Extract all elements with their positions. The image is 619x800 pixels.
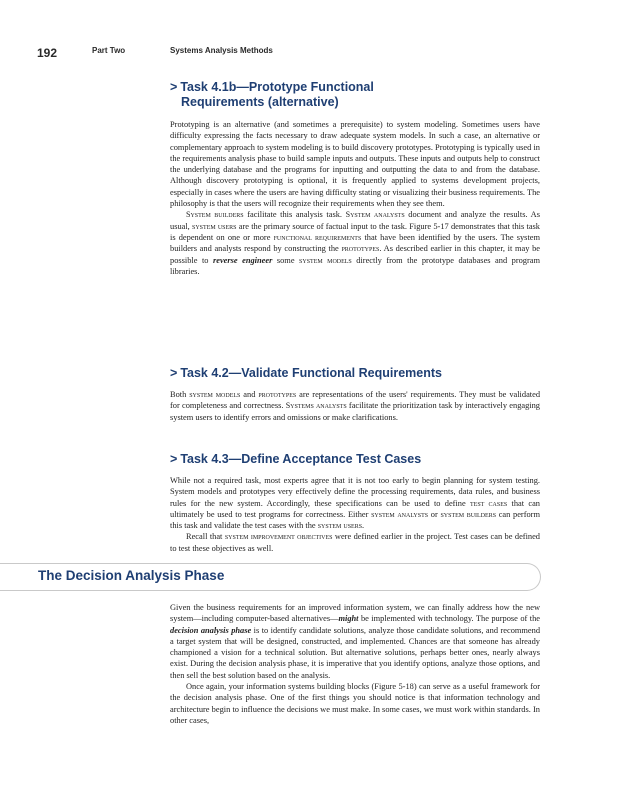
section-task-4-3: [170, 452, 540, 554]
decision-paragraph-2: Once again, your information systems building blocks (Figure 5-18) can serve as a useful framework for the decision analysis phase. One of the first things you should notice is that information technology and architecture begin to influence the decisions we must make. In some cases, we must work within standards. In other cases,: [170, 682, 540, 725]
section-task-4-2: [170, 366, 540, 423]
task-4-2-title: Task 4.2—Validate Functional Requirements: [180, 366, 442, 380]
task-4-2-heading: [170, 366, 540, 381]
task-4-3-title: Task 4.3—Define Acceptance Test Cases: [180, 452, 422, 466]
task-4-1b-title-line1: Task 4.1b—Prototype Functional: [180, 80, 374, 94]
section-task-4-1b: [170, 80, 540, 277]
task-4-1b-title-line2: Requirements (alternative): [181, 95, 339, 109]
task-4-3-paragraph-2: Recall that system improvement objectives were defined earlier in the project. Test cases can be defined to test these objectives as well.: [170, 532, 540, 553]
decision-paragraph-1: Given the business requirements for an improved information system, we can finally address how the new system—including computer-based alternatives—might be implemented with technology. The purpose of the decision analysis phase is to identify candidate solutions, analyze those candidate solutions, and recommend a target system that will be designed, constructed, and implemented. Chances are that someone has already championed a vision for a technical solution. But alternative solutions, perhaps better ones, nearly always exist. During the decision analysis phase, it is imperative that you identify options, analyze those options, and then sell the best solution based on the analysis.: [170, 603, 541, 680]
task-4-1b-heading: [170, 80, 540, 110]
page-number: 192: [37, 46, 58, 60]
arrow-right-icon: >: [170, 80, 178, 94]
task-4-3-heading: [170, 452, 540, 467]
arrow-right-icon: >: [170, 366, 178, 380]
task-4-3-paragraph-1: While not a required task, most experts agree that it is not too early to begin planning for system testing. System models and prototypes very effectively define the processing requirements, data rules, and business rules for the new system. Accordingly, these specifications can be used to define test cases that can ultimately be used to test programs for correctness. Either system analysts or system builders can perform this task and validate the test cases with the system users.: [170, 476, 540, 531]
part-label: Part Two: [92, 46, 126, 55]
task-4-1b-paragraph-1: Prototyping is an alternative (and sometimes a prerequisite) to system modeling. Sometimes users have difficulty expressing the facts necessary to draw adequate system models. In such a case, an alternative or complementary approach to system modeling is to build discovery prototypes. Prototyping is typically used in the requirements analysis phase to build sample inputs and outputs. These inputs and outputs help to construct the underlying database and the programs for inputting and outputting the data to and from the database. Although discovery prototyping is optional, it is frequently applied to systems development projects, especially in cases where the users are having difficulty stating or visualizing their business requirements. The philosophy is that the users will recognize their requirements when they see them.: [170, 120, 540, 209]
task-4-1b-paragraph-2: System builders facilitate this analysis task. System analysts document and analyze the results. As usual, system users are the primary source of factual input to the task. Figure 5-17 demonstrates that this task is dependent on one or more functional requirements that have been identified by the users. The system builders and analysts respond by constructing the prototypes. As described earlier in this chapter, it may be possible to reverse engineer some system models directly from the prototype databases and program libraries.: [170, 210, 541, 276]
chapter-label: Systems Analysis Methods: [170, 46, 273, 55]
arrow-right-icon: >: [170, 452, 178, 466]
running-header: [37, 44, 273, 62]
section-decision-analysis: [170, 602, 540, 726]
task-4-2-paragraph: Both system models and prototypes are representations of the users' requirements. They must be validated for completeness and correctness. Systems analysts facilitate the prioritization task by interactively engaging system users to identify errors and omissions or make clarifications.: [170, 390, 541, 422]
decision-phase-title: The Decision Analysis Phase: [38, 568, 225, 583]
